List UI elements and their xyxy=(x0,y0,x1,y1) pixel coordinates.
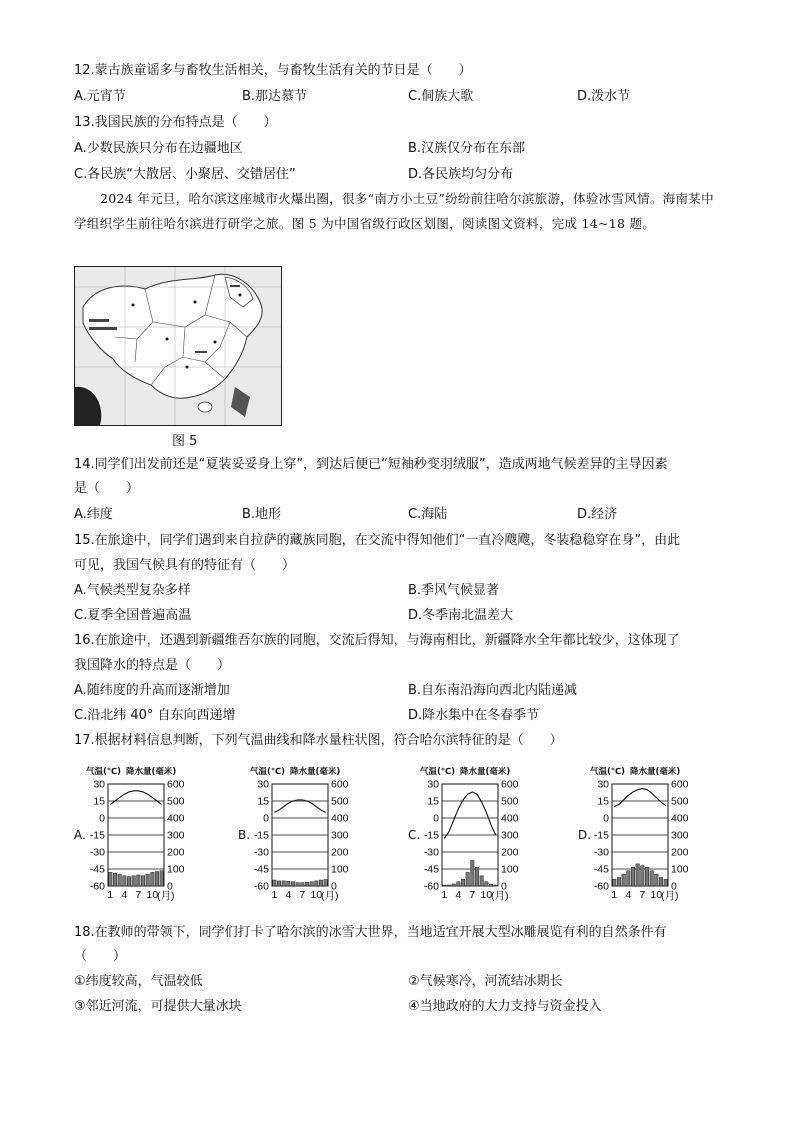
q15-stem-line2: 可见，我国气候具有的特征有（ ） xyxy=(74,558,296,573)
x-tick-label: 7 xyxy=(135,889,142,901)
right-axis-title: 降水量(毫米) xyxy=(290,767,341,777)
precip-bar xyxy=(310,882,313,886)
left-tick-label: -30 xyxy=(423,846,439,859)
precip-bar xyxy=(287,881,290,886)
climate-chart-c[interactable] xyxy=(408,764,538,904)
precip-bar xyxy=(443,885,446,886)
q14-option-a[interactable]: A.纬度 xyxy=(74,507,113,522)
chart-svg xyxy=(74,764,204,904)
x-tick-label: 7 xyxy=(469,889,476,901)
q18-stem-line1: 18.在教师的带领下，同学们打卡了哈尔滨的冰雪大世界，当地适宜开展大型冰雕展览有利的自然条件有 xyxy=(74,925,667,940)
q14-stem-line1: 14.同学们出发前还是“夏装妥妥身上穿”，到达后便已“短袖秒变羽绒服”，造成两地气候差异的主导因素 xyxy=(74,457,668,472)
right-tick-label: 200 xyxy=(671,846,689,859)
precip-bar xyxy=(160,871,163,886)
precip-bar xyxy=(141,876,144,886)
q15-option-b[interactable]: B.季风气候显著 xyxy=(408,583,500,598)
right-tick-label: 600 xyxy=(671,778,689,791)
precip-bar xyxy=(123,876,126,886)
precip-bar xyxy=(137,875,140,886)
x-tick-label: 7 xyxy=(299,889,306,901)
left-tick-label: -15 xyxy=(593,829,609,842)
right-axis-title: 降水量(毫米) xyxy=(126,767,177,777)
right-tick-label: 600 xyxy=(501,778,519,791)
q17-stem: 17.根据材料信息判断，下列气温曲线和降水量柱状图，符合哈尔滨特征的是（ ） xyxy=(74,733,563,748)
q12-option-d[interactable]: D.泼水节 xyxy=(577,89,631,104)
x-tick-label: 10 xyxy=(480,889,493,901)
precip-bar xyxy=(466,872,469,886)
x-tick-label: 1 xyxy=(441,889,448,901)
q18-option-4[interactable]: ④当地政府的大力支持与资金投入 xyxy=(408,999,602,1014)
q12-option-b[interactable]: B.那达慕节 xyxy=(242,89,308,104)
left-axis-title: 气温(℃) xyxy=(420,767,456,777)
precip-bar xyxy=(296,883,299,886)
right-tick-label: 500 xyxy=(167,795,185,808)
right-tick-label: 500 xyxy=(501,795,519,808)
left-tick-label: -15 xyxy=(423,829,439,842)
right-tick-label: 600 xyxy=(331,778,349,791)
left-tick-label: 0 xyxy=(433,812,439,825)
left-tick-label: -45 xyxy=(253,863,269,876)
right-tick-label: 0 xyxy=(167,880,173,893)
left-tick-label: 0 xyxy=(99,812,105,825)
q16-option-b[interactable]: B.自东南沿海向西北内陆递减 xyxy=(408,683,578,698)
left-tick-label: -60 xyxy=(423,880,439,893)
precip-bar xyxy=(664,879,667,886)
x-tick-label: 4 xyxy=(285,889,292,901)
x-unit-label: (月) xyxy=(491,890,509,902)
climate-chart-d[interactable] xyxy=(578,764,708,904)
q18-stem-line2: （ ） xyxy=(74,949,127,964)
precip-bar xyxy=(645,867,648,886)
left-tick-label: -45 xyxy=(593,863,609,876)
precip-bar xyxy=(109,872,112,886)
precip-bar xyxy=(613,879,616,886)
right-tick-label: 300 xyxy=(331,829,349,842)
right-axis-title: 降水量(毫米) xyxy=(630,767,681,777)
x-unit-label: (月) xyxy=(661,890,679,902)
left-tick-label: 30 xyxy=(257,778,269,791)
precip-bar xyxy=(273,880,276,886)
x-tick-label: 4 xyxy=(625,889,632,901)
precip-bar xyxy=(617,878,620,887)
left-tick-label: -15 xyxy=(89,829,105,842)
x-tick-label: 4 xyxy=(121,889,128,901)
left-axis-title: 气温(℃) xyxy=(86,767,122,777)
right-tick-label: 100 xyxy=(501,863,519,876)
precip-bar xyxy=(146,874,149,886)
q14-option-d[interactable]: D.经济 xyxy=(577,507,618,522)
q15-option-c[interactable]: C.夏季全国普遍高温 xyxy=(74,608,192,623)
right-tick-label: 300 xyxy=(501,829,519,842)
precip-bar xyxy=(457,882,460,886)
left-axis-title: 气温(℃) xyxy=(250,767,286,777)
precip-bar xyxy=(155,872,158,886)
left-tick-label: 30 xyxy=(597,778,609,791)
left-tick-label: 15 xyxy=(427,795,439,808)
q14-stem-line2: 是（ ） xyxy=(74,481,140,496)
precip-bar xyxy=(324,880,327,886)
q13-stem: 13.我国民族的分布特点是（ ） xyxy=(74,115,277,130)
left-tick-label: 0 xyxy=(603,812,609,825)
right-tick-label: 200 xyxy=(167,846,185,859)
right-tick-label: 500 xyxy=(331,795,349,808)
q15-option-d[interactable]: D.冬季南北温差大 xyxy=(408,608,514,623)
precip-bar xyxy=(650,871,653,886)
precip-bar xyxy=(489,884,492,886)
q18-option-2[interactable]: ②气候寒冷，河流结冰期长 xyxy=(408,974,563,989)
left-tick-label: 30 xyxy=(427,778,439,791)
precip-bar xyxy=(485,882,488,886)
right-tick-label: 0 xyxy=(331,880,337,893)
precip-bar xyxy=(494,885,497,886)
left-tick-label: -45 xyxy=(423,863,439,876)
right-tick-label: 100 xyxy=(331,863,349,876)
x-tick-label: 1 xyxy=(107,889,114,901)
precip-bar xyxy=(622,874,625,886)
chart-svg xyxy=(578,764,708,904)
right-tick-label: 200 xyxy=(331,846,349,859)
chart-option-label: B. xyxy=(238,828,251,842)
x-unit-label: (月) xyxy=(157,890,175,902)
temperature-curve xyxy=(110,791,161,805)
x-tick-label: 1 xyxy=(611,889,618,901)
precip-bar xyxy=(305,882,308,886)
right-tick-label: 300 xyxy=(671,829,689,842)
q12-option-c[interactable]: C.侗族大歌 xyxy=(408,89,474,104)
left-tick-label: -60 xyxy=(89,880,105,893)
temperature-curve xyxy=(614,789,665,807)
left-tick-label: -30 xyxy=(253,846,269,859)
q16-option-c[interactable]: C.沿北纬 40° 自东向西递增 xyxy=(74,708,236,723)
left-tick-label: 0 xyxy=(263,812,269,825)
right-tick-label: 0 xyxy=(501,880,507,893)
precip-bar xyxy=(659,878,662,887)
left-tick-label: 15 xyxy=(257,795,269,808)
precip-bar xyxy=(301,883,304,886)
right-tick-label: 100 xyxy=(671,863,689,876)
precip-bar xyxy=(480,876,483,886)
right-tick-label: 200 xyxy=(501,846,519,859)
climate-chart-a[interactable] xyxy=(74,764,204,904)
right-tick-label: 600 xyxy=(167,778,185,791)
precip-bar xyxy=(291,882,294,886)
left-tick-label: 30 xyxy=(93,778,105,791)
precip-bar xyxy=(452,884,455,886)
climate-chart-b[interactable] xyxy=(238,764,368,904)
q14-option-c[interactable]: C.海陆 xyxy=(408,507,448,522)
precip-bar xyxy=(132,876,135,886)
q18-option-3[interactable]: ③邻近河流，可提供大量冰块 xyxy=(74,999,242,1014)
x-tick-label: 1 xyxy=(271,889,278,901)
q16-option-d[interactable]: D.降水集中在冬春季节 xyxy=(408,708,540,723)
right-tick-label: 0 xyxy=(671,880,677,893)
q13-option-a[interactable]: A.少数民族只分布在边疆地区 xyxy=(74,141,243,156)
precip-bar xyxy=(118,874,121,886)
q15-stem-line1: 15.在旅途中，同学们遇到来自拉萨的藏族同胞，在交流中得知他们“一直冷飕飕，冬装稳稳穿在身”，由此 xyxy=(74,533,681,548)
left-tick-label: -60 xyxy=(253,880,269,893)
temperature-curve xyxy=(274,800,325,812)
q15-option-a[interactable]: A.气候类型复杂多样 xyxy=(74,583,191,598)
right-tick-label: 100 xyxy=(167,863,185,876)
precip-bar xyxy=(447,885,450,886)
left-tick-label: -45 xyxy=(89,863,105,876)
right-axis-title: 降水量(毫米) xyxy=(460,767,511,777)
q16-stem-line1: 16.在旅途中，还遇到新疆维吾尔族的同胞，交流后得知，与海南相比，新疆降水全年都比较少，这体现了 xyxy=(74,633,680,648)
precip-bar xyxy=(475,867,478,886)
right-tick-label: 300 xyxy=(167,829,185,842)
q12-option-a[interactable]: A.元宵节 xyxy=(74,89,126,104)
precip-bar xyxy=(471,861,474,887)
china-province-map xyxy=(74,266,282,426)
left-tick-label: -15 xyxy=(253,829,269,842)
q16-option-a[interactable]: A.随纬度的升高而逐渐增加 xyxy=(74,683,230,698)
x-unit-label: (月) xyxy=(321,890,339,902)
left-tick-label: -30 xyxy=(89,846,105,859)
chart-option-label: C. xyxy=(408,828,421,842)
left-tick-label: 15 xyxy=(93,795,105,808)
temperature-curve xyxy=(444,792,495,838)
q12-stem: 12.蒙古族童谣多与畜牧生活相关，与畜牧生活有关的节日是（ ） xyxy=(74,63,472,78)
right-tick-label: 400 xyxy=(671,812,689,825)
x-tick-label: 10 xyxy=(146,889,159,901)
precip-bar xyxy=(631,867,634,886)
precip-bar xyxy=(641,866,644,886)
precip-bar xyxy=(655,874,658,886)
q16-stem-line2: 我国降水的特点是（ ） xyxy=(74,658,231,673)
chart-svg xyxy=(408,764,538,904)
q14-option-b[interactable]: B.地形 xyxy=(242,507,282,522)
figure-caption: 图 5 xyxy=(172,434,198,449)
right-tick-label: 400 xyxy=(501,812,519,825)
map-drawing xyxy=(75,267,281,425)
left-tick-label: -30 xyxy=(593,846,609,859)
x-tick-label: 10 xyxy=(310,889,323,901)
precip-bar xyxy=(315,881,318,886)
right-tick-label: 400 xyxy=(167,812,185,825)
precip-bar xyxy=(636,864,639,886)
left-tick-label: 15 xyxy=(597,795,609,808)
right-tick-label: 500 xyxy=(671,795,689,808)
precip-bar xyxy=(627,871,630,886)
right-tick-label: 400 xyxy=(331,812,349,825)
q13-option-b[interactable]: B.汉族仅分布在东部 xyxy=(408,141,526,156)
left-tick-label: -60 xyxy=(593,880,609,893)
q13-option-c[interactable]: C.各民族“大散居、小聚居、交错居住” xyxy=(74,167,296,182)
chart-svg xyxy=(238,764,368,904)
precip-bar xyxy=(151,872,154,886)
precip-bar xyxy=(113,873,116,886)
precip-bar xyxy=(127,877,130,886)
q18-option-1[interactable]: ①纬度较高，气温较低 xyxy=(74,974,203,989)
left-axis-title: 气温(℃) xyxy=(590,767,626,777)
x-tick-label: 4 xyxy=(455,889,462,901)
q13-option-d[interactable]: D.各民族均匀分布 xyxy=(408,167,514,182)
precip-bar xyxy=(319,880,322,886)
precip-bar xyxy=(277,881,280,886)
precip-bar xyxy=(282,881,285,886)
reading-passage: 2024 年元旦，哈尔滨这座城市火爆出圈，很多“南方小土豆”纷纷前往哈尔滨旅游，体验冰雪风情。海南某中学组织学生前往哈尔滨进行研学之旅。图 5 为中国省级行政区划图，阅读图文资料，完成 14~18 题。 xyxy=(74,191,714,231)
x-tick-label: 7 xyxy=(639,889,646,901)
chart-option-label: A. xyxy=(74,828,86,842)
chart-option-label: D. xyxy=(578,828,592,842)
precip-bar xyxy=(461,879,464,886)
x-tick-label: 10 xyxy=(650,889,663,901)
